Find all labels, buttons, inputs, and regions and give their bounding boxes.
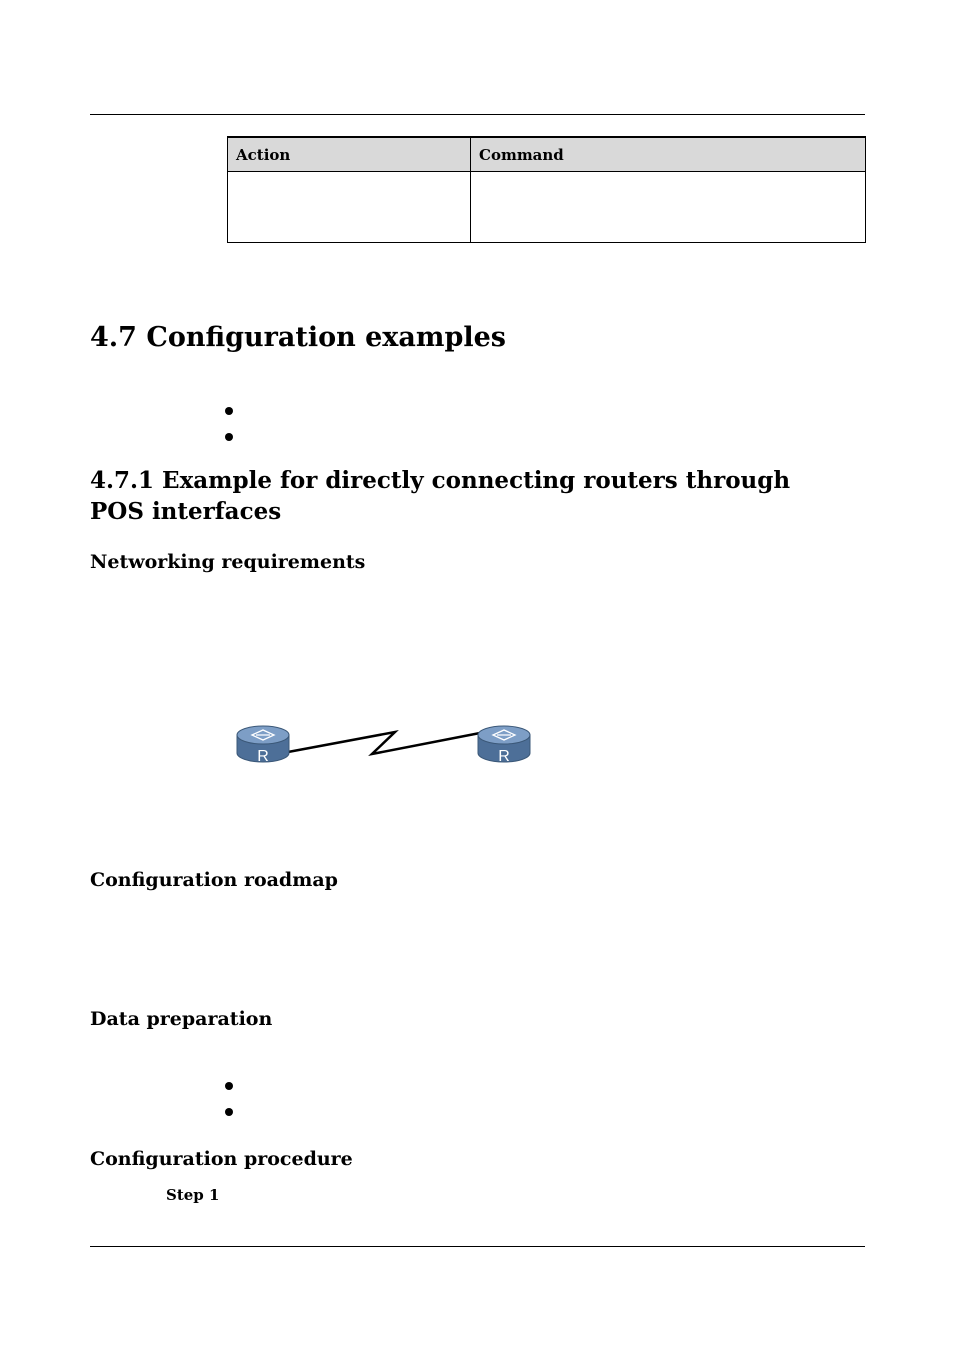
network-topology-diagram <box>230 720 540 770</box>
router-a-icon <box>237 726 289 765</box>
serial-link-line <box>288 732 480 754</box>
table-cell-command <box>471 172 866 243</box>
header-rule <box>90 114 865 115</box>
heading-networking-requirements: Networking requirements <box>90 551 366 573</box>
heading-configuration-procedure: Configuration procedure <box>90 1148 353 1170</box>
router-b-label: R <box>498 748 510 765</box>
table-row <box>228 172 866 243</box>
column-header-action: Action <box>228 137 471 172</box>
table-header-row <box>228 137 866 172</box>
subsection-title: 4.7.1 Example for directly connecting routers through POS interfaces <box>90 467 791 525</box>
heading-data-preparation: Data preparation <box>90 1008 273 1030</box>
router-b-icon <box>478 726 530 765</box>
column-header-command: Command <box>471 137 866 172</box>
footer-rule <box>90 1246 865 1247</box>
bullet-1 <box>225 407 233 415</box>
step-1-label: Step 1 <box>166 1186 220 1204</box>
command-table <box>227 136 866 243</box>
table-cell-action <box>228 172 471 243</box>
router-a-label: R <box>257 748 269 765</box>
section-title: 4.7 Configuration examples <box>90 322 506 353</box>
bullet-3 <box>225 1082 233 1090</box>
heading-configuration-roadmap: Configuration roadmap <box>90 869 338 891</box>
bullet-4 <box>225 1108 233 1116</box>
bullet-2 <box>225 433 233 441</box>
